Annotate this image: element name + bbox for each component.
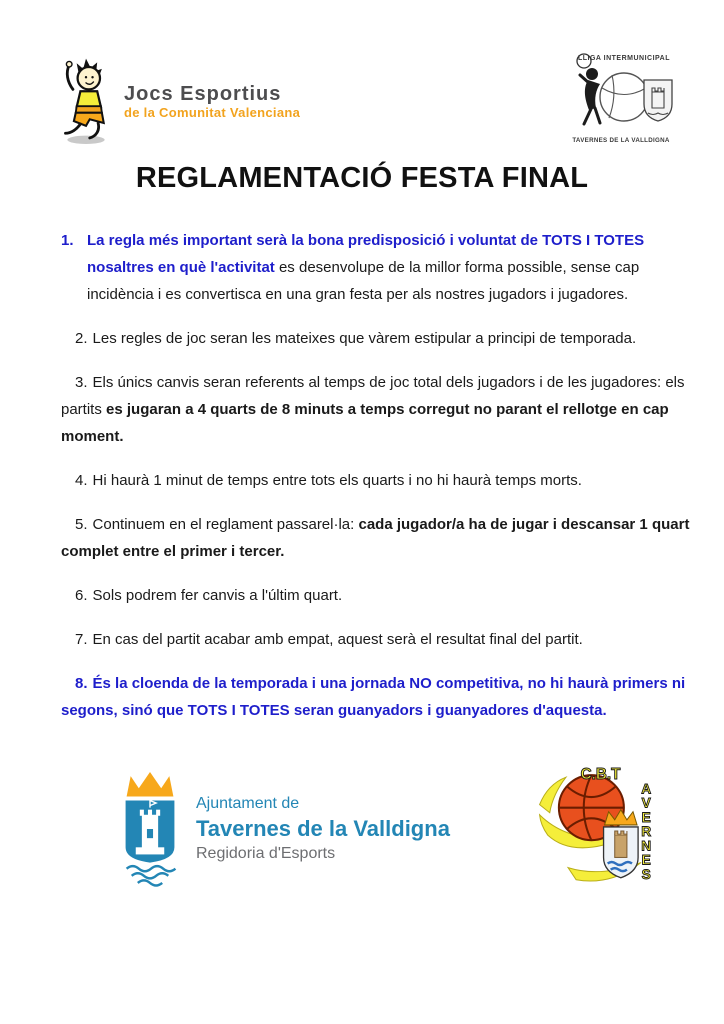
rule-text-segment: Les regles de joc seran les mateixes que vàrem estipular a principi de temporada. — [92, 330, 637, 347]
rule-number: 4. — [75, 472, 88, 489]
rule-text-segment: En cas del partit acabar amb empat, aquest serà el resultat final del partit. — [92, 631, 583, 648]
lliga-intermunicipal-logo — [562, 44, 680, 147]
rule-text-segment: es desenvolupe de la millor forma possible, sense cap incidència i es convertisca en una gran festa per als nostres jugadors i jugadores. — [87, 259, 640, 303]
rule-number: 7. — [75, 631, 88, 648]
lliga-logo-top-text: LLIGA INTERMUNICIPAL — [577, 55, 671, 62]
rule-text-segment: És la cloenda de la temporada i una jornada NO competitiva, no hi haurà primers ni segons, sinó que TOTS I TOTES seran guanyadors i guanyadores d'aquesta. — [61, 675, 686, 719]
cbt-logo-top-text: C.B.T — [580, 766, 621, 784]
rule-number: 5. — [75, 516, 88, 533]
rule-item-5 — [61, 511, 701, 565]
cbt-tavernes-logo — [537, 764, 662, 894]
rule-item-1 — [61, 227, 701, 308]
rule-item-4 — [61, 467, 701, 494]
jocs-logo-subtitle: de la Comunitat Valenciana — [124, 105, 301, 121]
rule-text-segment: es jugaran a 4 quarts de 8 minuts a temps corregut no parant el rellotge en cap moment. — [61, 401, 669, 445]
ajuntament-line3: Regidoria d'Esports — [196, 845, 336, 863]
rule-number: 1. — [61, 232, 74, 249]
rule-text-segment: La regla més important serà la bona predisposició i voluntat de TOTS I TOTES nosaltres en què l'activitat — [87, 232, 645, 276]
ajuntament-logo-text — [196, 794, 450, 865]
rule-item-3 — [61, 369, 701, 450]
cbt-logo-side-text: A V E R N E S — [641, 781, 652, 882]
rule-number: 3. — [75, 374, 88, 391]
rule-number: 2. — [75, 330, 88, 347]
ajuntament-logo — [118, 770, 450, 888]
rule-number: 6. — [75, 587, 88, 604]
rules-list — [61, 227, 701, 724]
rule-item-6 — [61, 582, 701, 609]
page-header — [0, 0, 724, 150]
rule-item-7 — [61, 626, 701, 653]
ajuntament-shield-icon — [118, 770, 182, 888]
rule-item-8 — [61, 670, 701, 724]
ajuntament-line2: Tavernes de la Valldigna — [196, 815, 450, 841]
rule-text-segment: Sols podrem fer canvis a l'últim quart. — [92, 587, 343, 604]
rule-number: 8. — [75, 675, 88, 692]
rule-item-2 — [61, 325, 701, 352]
lliga-logo-bottom-text: TAVERNES DE LA VALLDIGNA — [572, 137, 670, 144]
page-footer — [118, 764, 662, 894]
page-title: REGLAMENTACIÓ FESTA FINAL — [135, 162, 589, 194]
jocs-mascot-icon — [58, 56, 114, 148]
rule-text-segment: Hi haurà 1 minut de temps entre tots els quarts i no hi haurà temps morts. — [92, 472, 582, 489]
jocs-logo-title: Jocs Esportius — [124, 83, 282, 106]
jocs-logo-text — [124, 83, 300, 121]
rule-text-segment: Continuem en el reglament passarel·la: — [92, 516, 359, 533]
rule-text-segment: Els únics canvis seran referents al temps de joc total dels jugadors i de les jugadores: els partits — [61, 374, 685, 418]
ajuntament-line1: Ajuntament de — [196, 794, 300, 812]
jocs-esportius-logo — [58, 56, 300, 148]
rule-text-segment: cada jugador/a ha de jugar i descansar 1 quart complet entre el primer i tercer. — [61, 516, 690, 560]
